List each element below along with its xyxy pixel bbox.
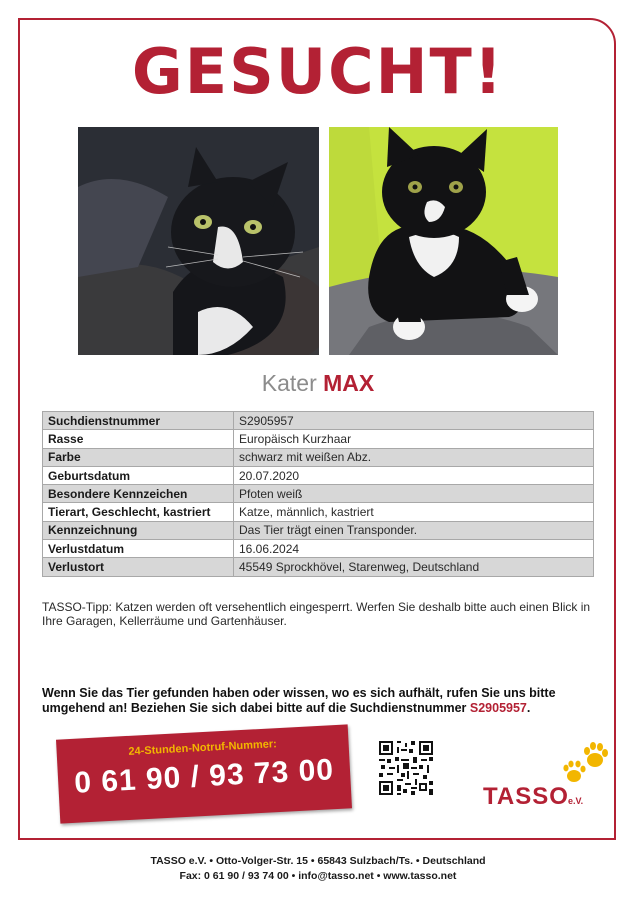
contact-callout [42,686,602,716]
detail-value: schwarz mit weißen Abz. [234,448,594,466]
callout-end: . [526,701,531,715]
detail-label: Tierart, Geschlecht, kastriert [43,503,234,521]
detail-value: 20.07.2020 [234,466,594,484]
table-row [43,503,594,521]
pet-details-table [42,411,594,577]
tasso-logo-text: TASSO [483,783,569,810]
detail-value: 16.06.2024 [234,540,594,558]
tasso-logo-suffix: e.V. [568,796,584,806]
detail-value: Das Tier trägt einen Transponder. [234,521,594,539]
table-row [43,430,594,448]
detail-label: Farbe [43,448,234,466]
footer [0,854,636,884]
table-row [43,466,594,484]
table-row [43,558,594,576]
detail-label: Rasse [43,430,234,448]
detail-value: Europäisch Kurzhaar [234,430,594,448]
detail-label: Geburtsdatum [43,466,234,484]
hotline-phone[interactable]: 0 61 90 / 93 73 00 [73,753,335,800]
table-row [43,448,594,466]
detail-value: Katze, männlich, kastriert [234,503,594,521]
cat-photo-1 [78,127,319,355]
detail-value: S2905957 [234,412,594,430]
cat-photo-2 [329,127,558,355]
table-row [43,521,594,539]
detail-value: 45549 Sprockhövel, Starenweg, Deutschland [234,558,594,576]
detail-label: Besondere Kennzeichen [43,485,234,503]
table-row [43,540,594,558]
pet-species-label: Kater [261,370,317,396]
pet-name-heading [0,366,636,400]
hotline-banner [56,724,352,823]
callout-text: Wenn Sie das Tier gefunden haben oder wissen, wo es sich aufhält, rufen Sie uns bitte umgehend an! Beziehen Sie sich dabei bitte auf die Suchdienstnummer [42,686,556,715]
qr-code[interactable] [379,741,433,795]
tasso-tip: TASSO-Tipp: Katzen werden oft versehentlich eingesperrt. Werfen Sie deshalb bitte auch einen Blick in Ihre Garagen, Kellerräume und Gartenhäuser. [42,600,591,628]
tasso-logo [478,740,610,812]
detail-label: Verlustort [43,558,234,576]
hotline-label: 24-Stunden-Notruf-Nummer: [128,738,278,758]
detail-label: Suchdienstnummer [43,412,234,430]
detail-value: Pfoten weiß [234,485,594,503]
paw-prints-icon [562,740,610,786]
detail-label: Verlustdatum [43,540,234,558]
table-row [43,412,594,430]
callout-search-number: S2905957 [469,701,527,715]
footer-contact: Fax: 0 61 90 / 93 74 00 • info@tasso.net • www.tasso.net [179,870,457,882]
table-row [43,485,594,503]
detail-label: Kennzeichnung [43,521,234,539]
footer-address: TASSO e.V. • Otto-Volger-Str. 15 • 65843 Sulzbach/Ts. • Deutschland [150,855,486,867]
poster-title: GESUCHT! [131,35,505,108]
pet-name: MAX [323,370,375,396]
